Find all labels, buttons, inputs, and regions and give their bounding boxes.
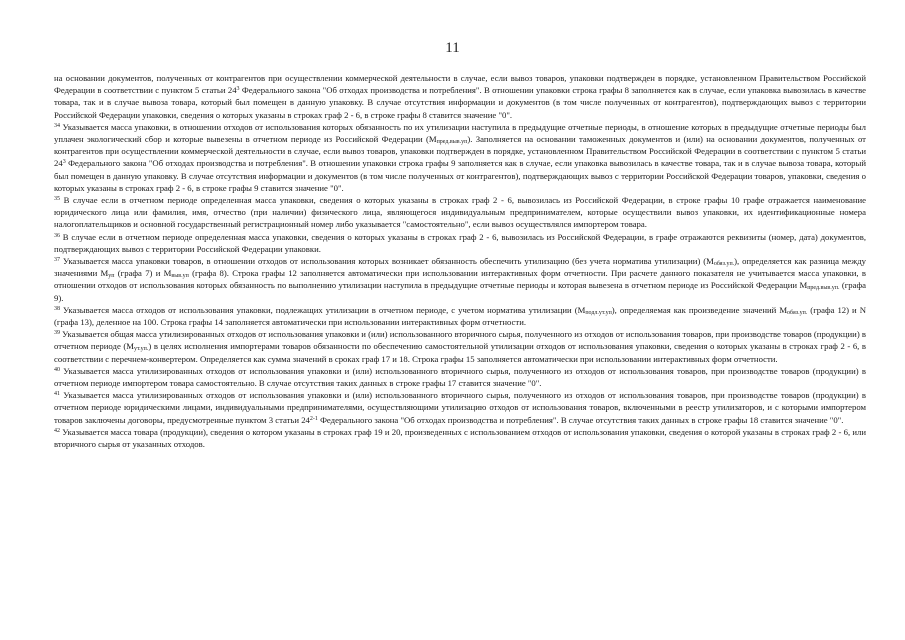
subscript: ут.уп. — [133, 346, 149, 353]
footnotes-body — [54, 72, 866, 450]
text-run: Указывается масса утилизированных отходов от использования упаковки и (или) использованного вторичного сырья, полученного из отходов от использования товаров, при производстве товаров (продукции) в отчетном периоде юридическими лицами, индивидуальными предпринимателями, осуществляющими утилизацию отходов от использования товаров, включенными в реестр утилизаторов, и с которыми импортером товаров заключены договоры, предусмотренные пунктом 3 статьи 24 — [54, 390, 866, 425]
text-run: Указывается масса товара (продукции), сведения о котором указаны в строках граф 19 и 20, произведенных с использованием отходов от использования упаковки, сведения о которой указаны в строках граф 2 - 6, или вторичного сырья от указанных отходов. — [54, 426, 866, 450]
footnote-marker: 36 — [54, 232, 60, 239]
footnote-marker: 41 — [54, 391, 60, 398]
text-run: Федерального закона "Об отходах производства и потребления". В отношении упаковки строка графы 8 заполняется как в случае, если упаковка вывозилась в качестве товара, так и в случае вывоза товара, который был помещен в данную упаковку. В случае отсутствия информации и документов (в том числе полученных от контрагентов), подтверждающих вывоз с территории Российской Федерации упаковки, сведения о которых указаны в строках граф 2 - 6, в строке графы 8 ставится значение "0". — [54, 85, 866, 120]
text-run: Указывается масса отходов от использования упаковки, подлежащих утилизации в отчетном периоде, с учетом норматива утилизации (М — [60, 304, 586, 315]
subscript: пред.выв.уп. — [807, 285, 840, 292]
footnote-marker: 34 — [54, 122, 60, 129]
footnote-marker: 35 — [54, 196, 60, 203]
footnote-34 — [54, 121, 866, 194]
footnote-continuation — [54, 72, 866, 121]
footnote-38 — [54, 304, 866, 328]
subscript: подл.ут.уп — [585, 309, 612, 316]
page-number: 11 — [445, 40, 460, 56]
footnote-marker: 37 — [54, 257, 60, 264]
text-run: ) в целях исполнения импортерами товаров обязанности по обеспечению самостоятельной утилизации отходов от использования упаковки, сведения о которых указаны в строках граф 2 - 6, в соответствии с перечнем-конвертером. Определяется как сумма значений в сроках граф 17 и 18. Строка графы 15 заполняется автоматически при использовании интерактивных форм отчетности. — [54, 341, 867, 364]
footnote-marker: 42 — [54, 427, 60, 434]
footnote-marker: 40 — [54, 366, 60, 373]
footnote-39 — [54, 328, 866, 365]
text-run: Указывается масса утилизированных отходов от использования упаковки и (или) использованного вторичного сырья, полученного из отходов от использования товаров, при производстве товаров (продукции) в отчетном периоде импортером товара самостоятельно. В случае отсутствия таких данных в строке графы 17 ставится значение "0". — [54, 365, 866, 389]
subscript: обяз.уп. — [713, 261, 735, 268]
text-run: ). Заполняется на основании таможенных документов и (или) на основании документов, полученных от контрагентов при осуществлении коммерческой деятельности в случае, если вывоз товаров, упаковки подтвержден в порядке, установленном Правительством Российской Федерации в соответствии с пунктом 5 статьи 24 — [54, 134, 866, 169]
subscript: выв.уп — [171, 273, 189, 280]
subscript: пред.выв.уп — [436, 139, 468, 146]
text-run: В случае если в отчетном периоде определенная масса упаковки, сведения о которых указаны в строках граф 2 - 6, вывозилась из Российской Федерации, в строке графы 10 графе отражается наименование юридического лица или фамилия, имя, отчество (при наличии) физического лица, являющегося индивидуальным предпринимателем, которые осуществили вывоз упаковки, их идентификационные номера налогоплательщиков и основной государственный регистрационный номер либо указывается "самостоятельно", если вывоз осуществлялся импортером товара. — [54, 195, 866, 230]
text-run: Федерального закона "Об отходах производства и потребления". В случае отсутствия таких данных в строке графы 18 ставится значение "0". — [317, 414, 844, 425]
text-run: на основании документов, полученных от контрагентов при осуществлении коммерческой деятельности в случае, если вывоз товаров, упаковки подтвержден в порядке, установленном Правительством Российской Федерации в соответствии с пунктом 5 статьи 24 — [54, 73, 866, 96]
superscript: 3 — [236, 86, 240, 93]
footnote-37 — [54, 255, 866, 304]
footnote-marker: 38 — [54, 305, 60, 312]
footnote-42 — [54, 426, 866, 450]
text-run: Федерального закона "Об отходах производства и потребления". В отношении упаковки строка графы 9 заполняется как в случае, если упаковка вывозилась в качестве товара, так и в случае вывоза товара, который был помещен в данную упаковку. В случае отсутствия информации и документов (в том числе полученных от контрагентов), подтверждающих вывоз с территории Российской Федерации товаров, упаковки, сведения о которых указаны в строках граф 2 - 6, в строке графы 9 ставится значение "0". — [54, 158, 866, 193]
text-run: ), определяется как разница между значениями М — [54, 256, 866, 279]
subscript: обяз.уп. — [787, 309, 808, 316]
footnote-35 — [54, 194, 866, 231]
text-run: Указывается масса упаковки, в отношении отходов от использования которых обязанность по их утилизации наступила в предыдущие отчетные периоды, в отношение которых в предыдущие отчетные периоды был уплачен экологический сбор и которые вывезены в отчетном периоде из Российской Федерации (М — [54, 121, 866, 145]
subscript: уп — [108, 273, 115, 280]
footnote-marker: 39 — [54, 330, 60, 337]
text-run: Указывается общая масса утилизированных отходов от использования упаковки и (или) использованного вторичного сырья, полученного из отходов от использования товаров, при производстве товаров (продукции) в отчетном периоде (М — [54, 329, 866, 352]
text-run: (графа 12) и N (графа 13), деленное на 100. Строка графы 14 заполняется автоматически при использовании интерактивных форм отчетности. — [54, 304, 866, 328]
superscript: 2-1 — [309, 415, 318, 422]
footnote-40 — [54, 365, 866, 389]
text-run: (графа 9). — [54, 280, 866, 303]
footnote-41 — [54, 389, 866, 426]
text-run: (графа 8). Строка графы 12 заполняется автоматически при использовании интерактивных форм отчетности. При расчете данного показателя не учитывается масса упаковки, в отношении отходов от использования которых обязанность по выполнению утилизации наступила в предыдущие отчетные периоды и которая вывезена в отчетном периоде из Российской Федерации М — [54, 268, 866, 291]
text-run: В случае если в отчетном периоде определенная масса упаковки, сведения о которых указаны в строках граф 2 - 6, вывозилась из Российской Федерации, в графе отражаются реквизиты (номер, дата) документов, подтверждающих вывоз с территории Российской Федерации упаковки. — [54, 231, 866, 254]
text-run: (графа 7) и М — [114, 268, 172, 279]
superscript: 3 — [62, 159, 66, 166]
text-run: Указывается масса упаковки товаров, в отношении отходов от использования которых возникает обязанность обеспечить утилизацию (без учета норматива утилизации) (М — [60, 256, 714, 267]
footnote-36 — [54, 231, 866, 255]
text-run: ), определяемая как произведение значений М — [611, 304, 788, 315]
